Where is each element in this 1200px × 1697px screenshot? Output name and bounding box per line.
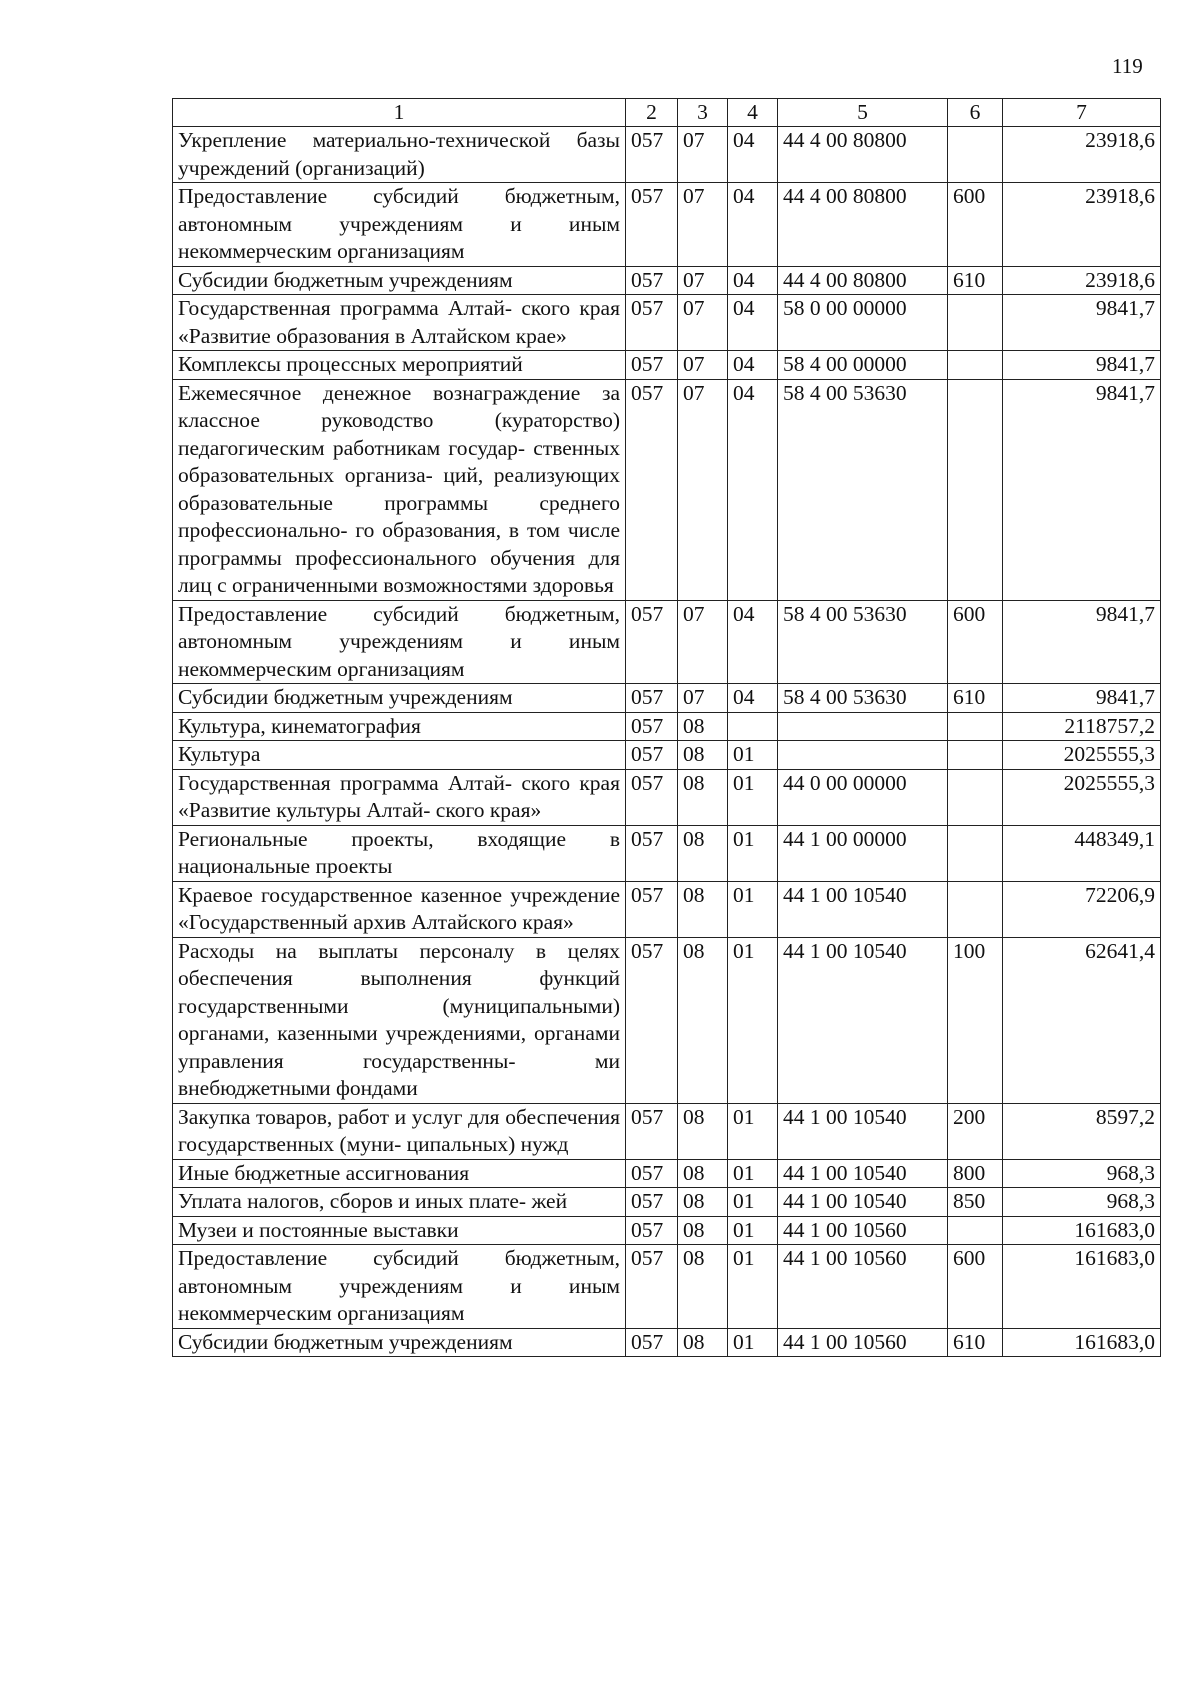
amount-cell: 2025555,3 bbox=[1003, 741, 1161, 770]
target-article-cell: 44 1 00 00000 bbox=[778, 825, 948, 881]
table-body bbox=[173, 127, 1161, 1357]
target-article-cell: 44 1 00 10540 bbox=[778, 1159, 948, 1188]
admin-code-cell: 057 bbox=[626, 351, 678, 380]
target-article-cell: 58 0 00 00000 bbox=[778, 295, 948, 351]
column-header: 2 bbox=[626, 99, 678, 127]
admin-code-cell: 057 bbox=[626, 295, 678, 351]
expense-type-cell: 610 bbox=[948, 684, 1003, 713]
table-row bbox=[173, 183, 1161, 267]
row-name-cell: Культура bbox=[173, 741, 626, 770]
section-code-cell: 08 bbox=[678, 1216, 728, 1245]
table-row bbox=[173, 127, 1161, 183]
target-article-cell: 44 1 00 10540 bbox=[778, 1103, 948, 1159]
admin-code-cell: 057 bbox=[626, 183, 678, 267]
subsection-code-cell: 04 bbox=[728, 295, 778, 351]
admin-code-cell: 057 bbox=[626, 127, 678, 183]
subsection-code-cell: 01 bbox=[728, 881, 778, 937]
table-row bbox=[173, 351, 1161, 380]
target-article-cell: 44 1 00 10540 bbox=[778, 881, 948, 937]
amount-cell: 9841,7 bbox=[1003, 379, 1161, 600]
admin-code-cell: 057 bbox=[626, 712, 678, 741]
admin-code-cell: 057 bbox=[626, 1328, 678, 1357]
expense-type-cell bbox=[948, 351, 1003, 380]
section-code-cell: 08 bbox=[678, 937, 728, 1103]
target-article-cell: 58 4 00 53630 bbox=[778, 600, 948, 684]
target-article-cell: 44 1 00 10540 bbox=[778, 937, 948, 1103]
subsection-code-cell: 01 bbox=[728, 1159, 778, 1188]
subsection-code-cell: 04 bbox=[728, 183, 778, 267]
target-article-cell: 58 4 00 53630 bbox=[778, 684, 948, 713]
subsection-code-cell: 04 bbox=[728, 266, 778, 295]
row-name-cell: Музеи и постоянные выставки bbox=[173, 1216, 626, 1245]
table-row bbox=[173, 1216, 1161, 1245]
column-header: 6 bbox=[948, 99, 1003, 127]
subsection-code-cell: 01 bbox=[728, 1216, 778, 1245]
section-code-cell: 08 bbox=[678, 769, 728, 825]
subsection-code-cell: 01 bbox=[728, 1103, 778, 1159]
expense-type-cell: 600 bbox=[948, 600, 1003, 684]
target-article-cell: 58 4 00 53630 bbox=[778, 379, 948, 600]
expense-type-cell bbox=[948, 295, 1003, 351]
subsection-code-cell: 04 bbox=[728, 379, 778, 600]
target-article-cell: 58 4 00 00000 bbox=[778, 351, 948, 380]
table-row bbox=[173, 1188, 1161, 1217]
table-row bbox=[173, 266, 1161, 295]
expense-type-cell: 850 bbox=[948, 1188, 1003, 1217]
expense-type-cell: 610 bbox=[948, 266, 1003, 295]
subsection-code-cell: 04 bbox=[728, 600, 778, 684]
row-name-cell: Ежемесячное денежное вознаграждение за классное руководство (кураторство) педагогическим работникам государ- ственных образовательных организа- ций, реализующих образовательные программы среднего профессионально- го образования, в том числе программы профессионального обучения для лиц с ограниченными возможностями здоровья bbox=[173, 379, 626, 600]
target-article-cell bbox=[778, 741, 948, 770]
row-name-cell: Региональные проекты, входящие в национальные проекты bbox=[173, 825, 626, 881]
amount-cell: 968,3 bbox=[1003, 1188, 1161, 1217]
expense-type-cell bbox=[948, 881, 1003, 937]
row-name-cell: Закупка товаров, работ и услуг для обеспечения государственных (муни- ципальных) нужд bbox=[173, 1103, 626, 1159]
admin-code-cell: 057 bbox=[626, 379, 678, 600]
expense-type-cell: 800 bbox=[948, 1159, 1003, 1188]
amount-cell: 2118757,2 bbox=[1003, 712, 1161, 741]
admin-code-cell: 057 bbox=[626, 1245, 678, 1329]
table-row bbox=[173, 712, 1161, 741]
budget-table bbox=[172, 98, 1161, 1357]
amount-cell: 9841,7 bbox=[1003, 351, 1161, 380]
section-code-cell: 08 bbox=[678, 1245, 728, 1329]
section-code-cell: 07 bbox=[678, 684, 728, 713]
admin-code-cell: 057 bbox=[626, 1103, 678, 1159]
subsection-code-cell: 01 bbox=[728, 769, 778, 825]
expense-type-cell bbox=[948, 712, 1003, 741]
row-name-cell: Предоставление субсидий бюджетным, автономным учреждениям и иным некоммерческим организациям bbox=[173, 183, 626, 267]
target-article-cell: 44 0 00 00000 bbox=[778, 769, 948, 825]
table-row bbox=[173, 379, 1161, 600]
table-row bbox=[173, 1103, 1161, 1159]
expense-type-cell: 100 bbox=[948, 937, 1003, 1103]
table-row bbox=[173, 937, 1161, 1103]
admin-code-cell: 057 bbox=[626, 825, 678, 881]
column-header: 3 bbox=[678, 99, 728, 127]
section-code-cell: 07 bbox=[678, 295, 728, 351]
section-code-cell: 08 bbox=[678, 881, 728, 937]
amount-cell: 62641,4 bbox=[1003, 937, 1161, 1103]
row-name-cell: Краевое государственное казенное учреждение «Государственный архив Алтайского края» bbox=[173, 881, 626, 937]
row-name-cell: Уплата налогов, сборов и иных плате- жей bbox=[173, 1188, 626, 1217]
amount-cell: 72206,9 bbox=[1003, 881, 1161, 937]
amount-cell: 23918,6 bbox=[1003, 266, 1161, 295]
subsection-code-cell: 04 bbox=[728, 351, 778, 380]
section-code-cell: 08 bbox=[678, 1159, 728, 1188]
target-article-cell bbox=[778, 712, 948, 741]
section-code-cell: 07 bbox=[678, 127, 728, 183]
amount-cell: 23918,6 bbox=[1003, 183, 1161, 267]
column-header: 7 bbox=[1003, 99, 1161, 127]
table-row bbox=[173, 1328, 1161, 1357]
subsection-code-cell: 01 bbox=[728, 1188, 778, 1217]
section-code-cell: 07 bbox=[678, 600, 728, 684]
subsection-code-cell: 01 bbox=[728, 1245, 778, 1329]
row-name-cell: Предоставление субсидий бюджетным, автономным учреждениям и иным некоммерческим организациям bbox=[173, 1245, 626, 1329]
expense-type-cell: 600 bbox=[948, 183, 1003, 267]
expense-type-cell bbox=[948, 379, 1003, 600]
section-code-cell: 07 bbox=[678, 183, 728, 267]
table-row bbox=[173, 1245, 1161, 1329]
admin-code-cell: 057 bbox=[626, 600, 678, 684]
admin-code-cell: 057 bbox=[626, 769, 678, 825]
subsection-code-cell bbox=[728, 712, 778, 741]
column-header: 4 bbox=[728, 99, 778, 127]
subsection-code-cell: 01 bbox=[728, 937, 778, 1103]
subsection-code-cell: 01 bbox=[728, 825, 778, 881]
target-article-cell: 44 1 00 10560 bbox=[778, 1245, 948, 1329]
amount-cell: 2025555,3 bbox=[1003, 769, 1161, 825]
expense-type-cell bbox=[948, 127, 1003, 183]
section-code-cell: 08 bbox=[678, 825, 728, 881]
amount-cell: 9841,7 bbox=[1003, 600, 1161, 684]
expense-type-cell bbox=[948, 769, 1003, 825]
column-number-row bbox=[173, 99, 1161, 127]
row-name-cell: Субсидии бюджетным учреждениям bbox=[173, 684, 626, 713]
table-row bbox=[173, 741, 1161, 770]
table-row bbox=[173, 1159, 1161, 1188]
subsection-code-cell: 04 bbox=[728, 127, 778, 183]
table-row bbox=[173, 295, 1161, 351]
row-name-cell: Предоставление субсидий бюджетным, автономным учреждениям и иным некоммерческим организациям bbox=[173, 600, 626, 684]
expense-type-cell: 600 bbox=[948, 1245, 1003, 1329]
amount-cell: 968,3 bbox=[1003, 1159, 1161, 1188]
row-name-cell: Субсидии бюджетным учреждениям bbox=[173, 266, 626, 295]
section-code-cell: 08 bbox=[678, 1328, 728, 1357]
subsection-code-cell: 04 bbox=[728, 684, 778, 713]
expense-type-cell bbox=[948, 1216, 1003, 1245]
row-name-cell: Расходы на выплаты персоналу в целях обеспечения выполнения функций государственными (муниципальными) органами, казенными учреждениями, органами управления государственны- ми внебюджетными фондами bbox=[173, 937, 626, 1103]
table-row bbox=[173, 684, 1161, 713]
expense-type-cell bbox=[948, 741, 1003, 770]
amount-cell: 9841,7 bbox=[1003, 295, 1161, 351]
table-row bbox=[173, 881, 1161, 937]
row-name-cell: Культура, кинематография bbox=[173, 712, 626, 741]
amount-cell: 8597,2 bbox=[1003, 1103, 1161, 1159]
target-article-cell: 44 1 00 10560 bbox=[778, 1328, 948, 1357]
section-code-cell: 08 bbox=[678, 741, 728, 770]
column-header: 1 bbox=[173, 99, 626, 127]
row-name-cell: Государственная программа Алтай- ского края «Развитие образования в Алтайском крае» bbox=[173, 295, 626, 351]
section-code-cell: 07 bbox=[678, 266, 728, 295]
row-name-cell: Субсидии бюджетным учреждениям bbox=[173, 1328, 626, 1357]
page-number: 119 bbox=[1112, 54, 1143, 78]
table-row bbox=[173, 825, 1161, 881]
target-article-cell: 44 1 00 10560 bbox=[778, 1216, 948, 1245]
subsection-code-cell: 01 bbox=[728, 1328, 778, 1357]
section-code-cell: 08 bbox=[678, 1188, 728, 1217]
amount-cell: 23918,6 bbox=[1003, 127, 1161, 183]
amount-cell: 161683,0 bbox=[1003, 1328, 1161, 1357]
table-row bbox=[173, 600, 1161, 684]
admin-code-cell: 057 bbox=[626, 1188, 678, 1217]
amount-cell: 9841,7 bbox=[1003, 684, 1161, 713]
amount-cell: 161683,0 bbox=[1003, 1216, 1161, 1245]
admin-code-cell: 057 bbox=[626, 937, 678, 1103]
amount-cell: 448349,1 bbox=[1003, 825, 1161, 881]
row-name-cell: Государственная программа Алтай- ского края «Развитие культуры Алтай- ского края» bbox=[173, 769, 626, 825]
section-code-cell: 07 bbox=[678, 351, 728, 380]
table-row bbox=[173, 769, 1161, 825]
subsection-code-cell: 01 bbox=[728, 741, 778, 770]
section-code-cell: 08 bbox=[678, 1103, 728, 1159]
section-code-cell: 08 bbox=[678, 712, 728, 741]
target-article-cell: 44 4 00 80800 bbox=[778, 127, 948, 183]
admin-code-cell: 057 bbox=[626, 684, 678, 713]
column-header: 5 bbox=[778, 99, 948, 127]
expense-type-cell: 610 bbox=[948, 1328, 1003, 1357]
row-name-cell: Укрепление материально-технической базы учреждений (организаций) bbox=[173, 127, 626, 183]
target-article-cell: 44 1 00 10540 bbox=[778, 1188, 948, 1217]
amount-cell: 161683,0 bbox=[1003, 1245, 1161, 1329]
expense-type-cell: 200 bbox=[948, 1103, 1003, 1159]
row-name-cell: Иные бюджетные ассигнования bbox=[173, 1159, 626, 1188]
admin-code-cell: 057 bbox=[626, 1216, 678, 1245]
admin-code-cell: 057 bbox=[626, 741, 678, 770]
row-name-cell: Комплексы процессных мероприятий bbox=[173, 351, 626, 380]
admin-code-cell: 057 bbox=[626, 881, 678, 937]
target-article-cell: 44 4 00 80800 bbox=[778, 183, 948, 267]
section-code-cell: 07 bbox=[678, 379, 728, 600]
expense-type-cell bbox=[948, 825, 1003, 881]
target-article-cell: 44 4 00 80800 bbox=[778, 266, 948, 295]
admin-code-cell: 057 bbox=[626, 266, 678, 295]
admin-code-cell: 057 bbox=[626, 1159, 678, 1188]
